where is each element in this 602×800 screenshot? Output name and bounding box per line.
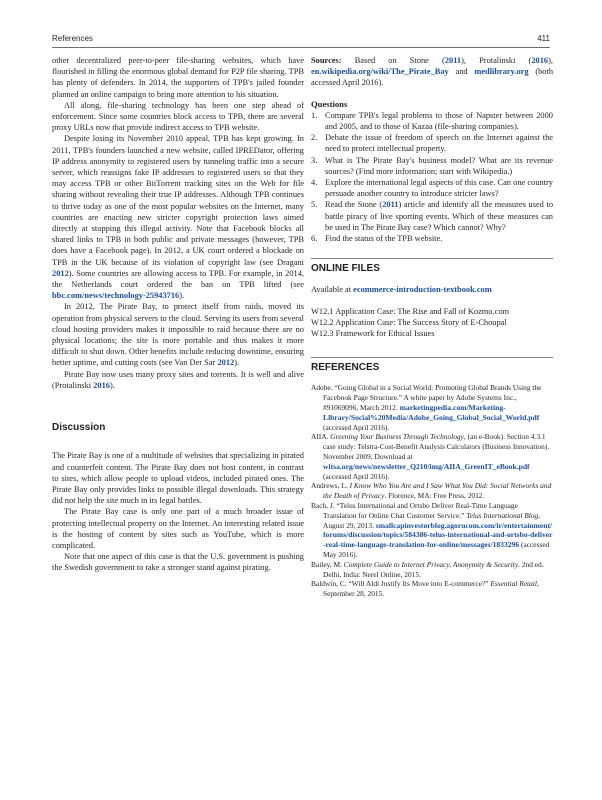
paragraph [52, 369, 304, 391]
sources-label: Sources: [311, 56, 342, 65]
question-item [311, 155, 553, 177]
question-number: 5. [311, 200, 318, 210]
availability-text: Available at [311, 285, 354, 295]
paragraph-text: In 2012, The Pirate Bay, to protect itself from raids, moved its operation from physical servers to the cloud. Serving its users from several cloud hosting providers makes it impossible to raid because there are no physical locations; the site is more portable and thus makes it more difficult to shut down. Other benefits include reducing downtime, ensuring better uptime, and cutting costs (see Van Der Sar [52, 302, 304, 368]
reference-entry [311, 481, 553, 501]
reference-title: Greening Your Business Through Technology [330, 432, 464, 442]
paragraph-text: ). [179, 291, 185, 301]
online-file-item: W12.1 Application Case: The Rise and Fall of Kozmo.com [311, 306, 510, 316]
questions-list [311, 110, 553, 244]
reference-entry [311, 501, 553, 560]
reference-text: (accessed April 2016). [323, 471, 390, 481]
paragraph-text: Despite losing its November 2010 appeal, TPB has kept growing. In 2011, TPB's founders launched a new website, called IPREDator, offering IP address anonymity to registered users by tunneling traffic into a secure server, which reassigns fake IP addresses to registered users so that they may access TPB or other BitTorrent tracking sites on the Web for file sharing without revealing their true IP addresses. Although TPB continues to thrive today as one of the most popular websites on the Internet, many countries are enacting new stricter copyright protection laws aimed directly at stopping this illegal activity. Note that Facebook blocks all shared links to TPB in both public and private messages (however, TPB does have a Facebook page). In 2012, a UK court ordered a blockade on TPB in the UK because of its violation of copyright law (see Dragani [52, 134, 304, 267]
sources-text: and [448, 67, 475, 77]
discussion-heading: Discussion [52, 422, 106, 434]
question-item [311, 177, 553, 199]
url-link[interactable]: en.wikipedia.org/wiki/The_Pirate_Bay [311, 67, 449, 77]
url-link[interactable]: smallcapinvestorblog.agorucom.com/ir/entertainment/forums/discussion/topics/584386-telus-international-and-ortsbo-deliver-real-time-language-translation-for-online/messages/1833296 [323, 520, 553, 550]
reference-text: . 2nd ed. Delhi, India: Nerel Online, 2015. [323, 559, 544, 579]
paragraph-text: ). [109, 380, 115, 390]
sources-text: ), [548, 56, 553, 65]
reference-text: , September 28, 2015. [323, 579, 539, 599]
questions-heading: Questions [311, 98, 348, 109]
running-header [52, 34, 550, 48]
page-number: 411 [537, 34, 550, 43]
question-text: Explore the international legal aspects of this case. Can one country persuade another country to introduce stricter laws? [325, 178, 553, 199]
url-link[interactable]: bbc.com/news/technology-25943716 [52, 291, 180, 301]
section-title: References [52, 34, 93, 43]
reference-title: Essential Retail [490, 579, 537, 589]
paragraph: All along, file-sharing technology has been one step ahead of enforcement. Since some countries block access to TPB, there are several proxy URLs now that provide indirect access to TPB website. [52, 100, 304, 133]
url-link[interactable]: medlibrary.org [474, 67, 529, 77]
question-item [311, 132, 553, 154]
paragraph [52, 133, 304, 301]
online-files-availability [311, 284, 553, 295]
paragraph: other decentralized peer-to-peer file-sharing websites, which have flourished in filling the enormous global demand for P2P file sharing. TPB has plenty of defenders. In 2014, the supporters of TPB's jailed founder planned an online campaign to bring more attention to his situation. [52, 56, 304, 99]
sources-text: ), Protalinski ( [461, 56, 532, 65]
question-number: 6. [311, 234, 318, 244]
question-text: ) article and identify all the measures used to battle piracy of live sporting events. Which of these measures can be used in The Pirate Bay case? Which cannot? Why? [325, 200, 554, 232]
reference-text: (accessed April 2016). [323, 422, 390, 432]
citation-link[interactable]: 2016 [531, 56, 549, 65]
question-text: Debate the issue of freedom of speech on the Internet against the need to protect intellectual property. [325, 133, 553, 154]
reference-text: (accessed May 2016). [323, 540, 550, 560]
reference-text: Bailey, M. [311, 559, 344, 569]
online-files-list [311, 306, 553, 340]
reference-title: I Know Who You Are and I Saw What You Did: Social Networks and the Death of Privacy [323, 481, 552, 501]
reference-entry [311, 579, 553, 599]
paragraph-text: ). Some countries are allowing access to TPB. For example, in 2014, the Netherlands court ordered the ban on TPB lifted (see [52, 268, 304, 290]
references-list [311, 383, 553, 599]
url-link[interactable]: marketingpedia.com/Marketing-Library/Social%20Media/Adobe_Going_Global_Social_World.pdf [323, 403, 540, 422]
question-text: Read the Stone ( [325, 200, 383, 210]
paragraph: The Pirate Bay case is only one part of a much broader issue of protecting intellectual property on the Internet. An interesting related issue is the hosting of content by sites such as YouTube, which is more complicated. [52, 507, 304, 550]
left-column [52, 55, 304, 574]
url-link[interactable]: witsa.org/news/newsletter_Q210/img/AIIA_GreenIT_eBook.pdf [323, 461, 530, 471]
header-divider [52, 47, 550, 48]
online-file-item: W12.2 Application Case: The Success Story of E-Choupal [311, 317, 507, 327]
paragraph-text: ). [234, 358, 240, 368]
question-number: 1. [311, 110, 318, 120]
question-text: Find the status of the TPB website. [325, 234, 443, 244]
reference-text: Andrews, L. [311, 481, 350, 491]
citation-link[interactable]: 2011 [382, 200, 399, 210]
citation-link[interactable]: 2012 [52, 268, 69, 278]
paragraph-text: Pirate Bay now uses many proxy sites and torrents. It is well and alive (Protalinski [52, 369, 304, 390]
reference-text: AIIA. [311, 432, 331, 442]
sources-note [311, 55, 553, 89]
reference-text: Bach, J. “Telus International and Ortsbo Deliver Real-Time Language Translation for Online Chat Customer Service.” [311, 501, 518, 520]
reference-text: , August 29, 2013. [323, 510, 541, 530]
question-number: 2. [311, 133, 318, 143]
reference-entry [311, 560, 553, 580]
question-text: What is The Pirate Bay's business model? What are its revenue sources? (Find more information; start with Wikipedia.) [325, 155, 553, 176]
reference-text: , (an e-Book). Section 4.3.1 case study: Telstra-Cost-Benefit Analysis Calculators (Business Innovation). November 2009, Download at [323, 432, 550, 462]
sources-text: Based on Stone ( [341, 56, 445, 65]
citation-link[interactable]: 2016 [93, 380, 110, 390]
paragraph: The Pirate Bay is one of a multitude of websites that specializing in pirated and counterfeit content. The Pirate Bay does not host content, in contrast to sites, which allow people to upload videos, included pirated ones. The Pirate Bay only provides links to possible illegal downloads. This strategy did not help the site much in its legal battles. [52, 451, 304, 506]
paragraph [52, 301, 304, 368]
question-text: Compare TPB's legal problems to those of Napster between 2000 and 2005, and to those of Kazaa (file-sharing companies). [325, 110, 553, 132]
reference-text: Adobe. “Going Global in a Social World: Promoting Global Brands Using the Facebook Page Structure.” A white paper by Adobe Systems Inc., #91069096, March 2012. [311, 383, 542, 413]
reference-text: Baldwin, C. “Will Aldi Justify Its Move into E-commerce?” [311, 579, 491, 589]
paragraph: Note that one aspect of this case is that the U.S. government is pushing the Swedish government to take a stronger stand against pirating. [52, 552, 304, 573]
online-files-heading: ONLINE FILES [311, 263, 380, 275]
question-item [311, 110, 553, 132]
question-item [311, 233, 553, 244]
online-file-item: W12.3 Framework for Ethical Issues [311, 329, 435, 339]
reference-entry [311, 383, 553, 432]
question-number: 4. [311, 178, 318, 188]
reference-text: . Florence, MA: Free Press, 2012. [384, 491, 485, 501]
right-column [311, 55, 553, 599]
question-item [311, 199, 553, 233]
url-link[interactable]: ecommerce-introduction-textbook.com [353, 285, 492, 295]
citation-link[interactable]: 2011 [444, 56, 462, 65]
citation-link[interactable]: 2012 [217, 358, 235, 368]
reference-title: Telus International Blog [466, 510, 539, 520]
reference-title: Complete Guide to Internet Privacy, Anonymity & Security [343, 559, 519, 569]
sources-text: (both accessed April 2016). [311, 67, 554, 88]
reference-entry [311, 432, 553, 481]
question-number: 3. [311, 155, 318, 165]
references-heading: REFERENCES [311, 362, 380, 374]
